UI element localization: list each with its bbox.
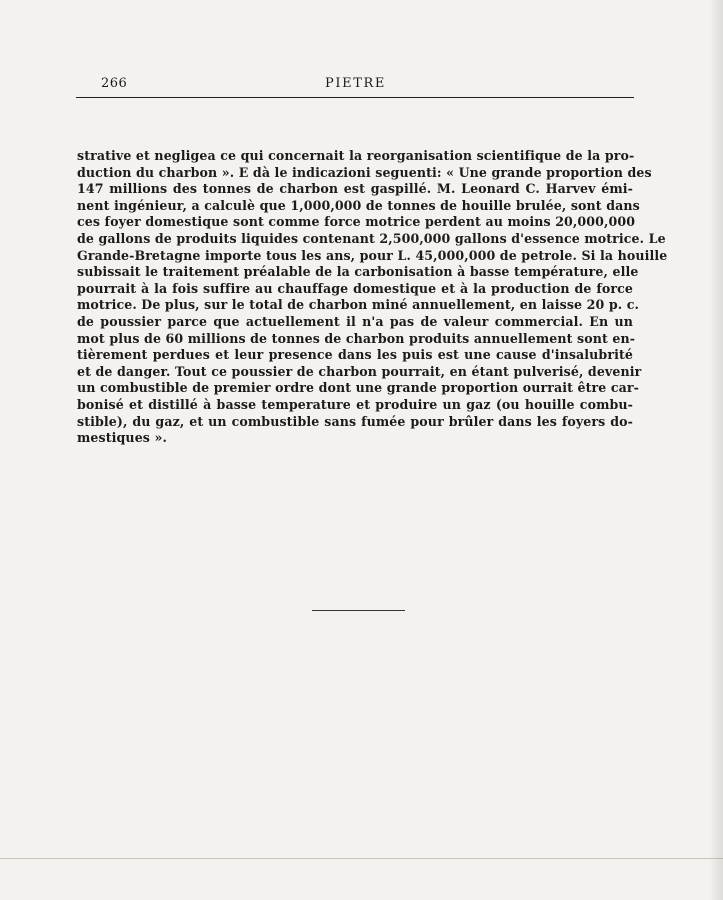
text-line: nent ingénieur, a calculè que 1,000,000 de tonnes de houille brulée, sont dans xyxy=(77,197,640,213)
text-line: subissait le traitement préalable de la carbonisation à basse température, elle xyxy=(77,264,639,280)
text-line: motrice. De plus, sur le total de charbon miné annuellement, en laisse 20 p. c. xyxy=(77,297,639,313)
page-header xyxy=(77,76,634,96)
section-end-rule xyxy=(312,610,405,611)
text-line: bonisé et distillé à basse temperature et produire un gaz (ou houille combu- xyxy=(77,396,633,412)
scan-edge-line xyxy=(0,858,723,859)
text-line: duction du charbon ». E dà le indicazioni seguenti: « Une grande proportion des xyxy=(77,164,652,180)
text-line: pourrait à la fois suffire au chauffage domestique et à la production de force xyxy=(77,280,633,296)
text-line: et de danger. Tout ce poussier de charbon pourrait, en étant pulverisé, devenir xyxy=(77,363,642,379)
scan-shadow xyxy=(709,0,723,900)
text-line: de gallons de produits liquides contenant 2,500,000 gallons d'essence motrice. Le xyxy=(77,230,666,246)
running-head: PIETRE xyxy=(325,76,386,91)
page-number: 266 xyxy=(101,76,128,91)
text-line: stible), du gaz, et un combustible sans fumée pour brûler dans les foyers do- xyxy=(77,413,633,429)
text-line: tièrement perdues et leur presence dans les puis est une cause d'insalubrité xyxy=(77,347,633,363)
text-line: Grande-Bretagne importe tous les ans, pour L. 45,000,000 de petrole. Si la houille xyxy=(77,247,668,263)
body-paragraph xyxy=(77,148,668,447)
text-line: un combustible de premier ordre dont une grande proportion ourrait être car- xyxy=(77,380,639,396)
header-rule xyxy=(76,97,634,98)
text-line: strative et negligea ce qui concernait la reorganisation scientifique de la pro- xyxy=(77,148,635,163)
text-line: de poussier parce que actuellement il n'a pas de valeur commercial. En un xyxy=(77,313,633,329)
text-line: mestiques ». xyxy=(77,430,167,446)
text-line: 147 millions des tonnes de charbon est gaspillé. M. Leonard C. Harvev émi- xyxy=(77,181,633,197)
text-line: ces foyer domestique sont comme force motrice perdent au moins 20,000,000 xyxy=(77,214,636,230)
text-line: mot plus de 60 millions de tonnes de charbon produits annuellement sont en- xyxy=(77,330,636,346)
